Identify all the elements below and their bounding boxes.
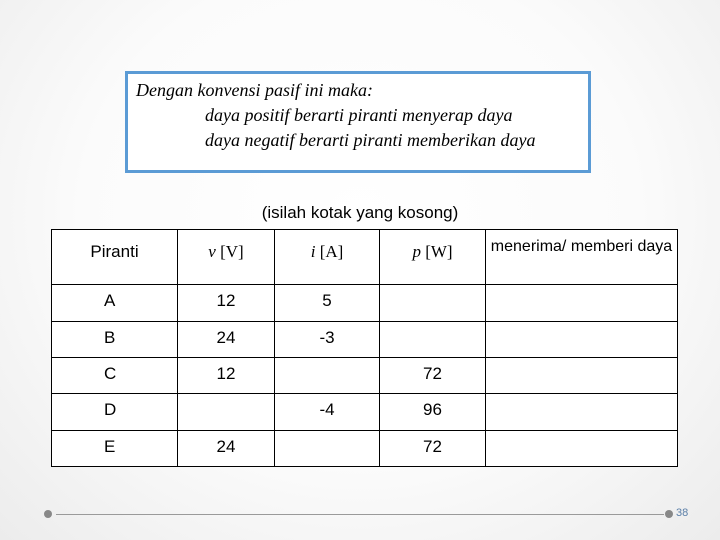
cell-current: -3 <box>275 321 380 357</box>
cell-receive-give-empty[interactable] <box>486 321 678 357</box>
header-power: p [W] <box>380 230 486 285</box>
note-line-1: Dengan konvensi pasif ini maka: <box>136 80 373 100</box>
cell-power: 72 <box>380 358 486 394</box>
cell-piranti: C <box>52 358 178 394</box>
footer-rule <box>56 514 664 515</box>
cell-power-empty[interactable] <box>380 321 486 357</box>
header-piranti: Piranti <box>52 230 178 285</box>
table-row <box>52 394 678 430</box>
footer-left-bullet-icon <box>44 510 52 518</box>
cell-receive-give-empty[interactable] <box>486 394 678 430</box>
cell-power: 72 <box>380 430 486 466</box>
table-row <box>52 321 678 357</box>
cell-current-empty[interactable] <box>275 358 380 394</box>
instruction-text: (isilah kotak yang kosong) <box>261 203 459 222</box>
cell-current: 5 <box>275 285 380 321</box>
cell-voltage: 12 <box>178 358 275 394</box>
note-line-2: daya positif berarti piranti menyerap daya <box>205 105 513 125</box>
cell-receive-give-empty[interactable] <box>486 285 678 321</box>
cell-piranti: E <box>52 430 178 466</box>
header-current: i [A] <box>275 230 380 285</box>
convention-note-box <box>125 71 591 173</box>
cell-receive-give-empty[interactable] <box>486 430 678 466</box>
cell-current: -4 <box>275 394 380 430</box>
table-row <box>52 430 678 466</box>
cell-piranti: B <box>52 321 178 357</box>
header-receive-give: menerima/ memberi daya <box>486 230 678 285</box>
cell-voltage-empty[interactable] <box>178 394 275 430</box>
header-voltage: v [V] <box>178 230 275 285</box>
note-line-3: daya negatif berarti piranti memberikan daya <box>205 130 536 150</box>
cell-voltage: 24 <box>178 321 275 357</box>
data-table <box>51 229 678 467</box>
cell-piranti: D <box>52 394 178 430</box>
table-header-row <box>52 230 678 285</box>
cell-piranti: A <box>52 285 178 321</box>
table-row <box>52 285 678 321</box>
cell-voltage: 24 <box>178 430 275 466</box>
page-number: 38 <box>676 507 689 519</box>
cell-power-empty[interactable] <box>380 285 486 321</box>
cell-voltage: 12 <box>178 285 275 321</box>
footer-right-bullet-icon <box>665 510 673 518</box>
table-row <box>52 358 678 394</box>
cell-power: 96 <box>380 394 486 430</box>
cell-receive-give-empty[interactable] <box>486 358 678 394</box>
cell-current-empty[interactable] <box>275 430 380 466</box>
